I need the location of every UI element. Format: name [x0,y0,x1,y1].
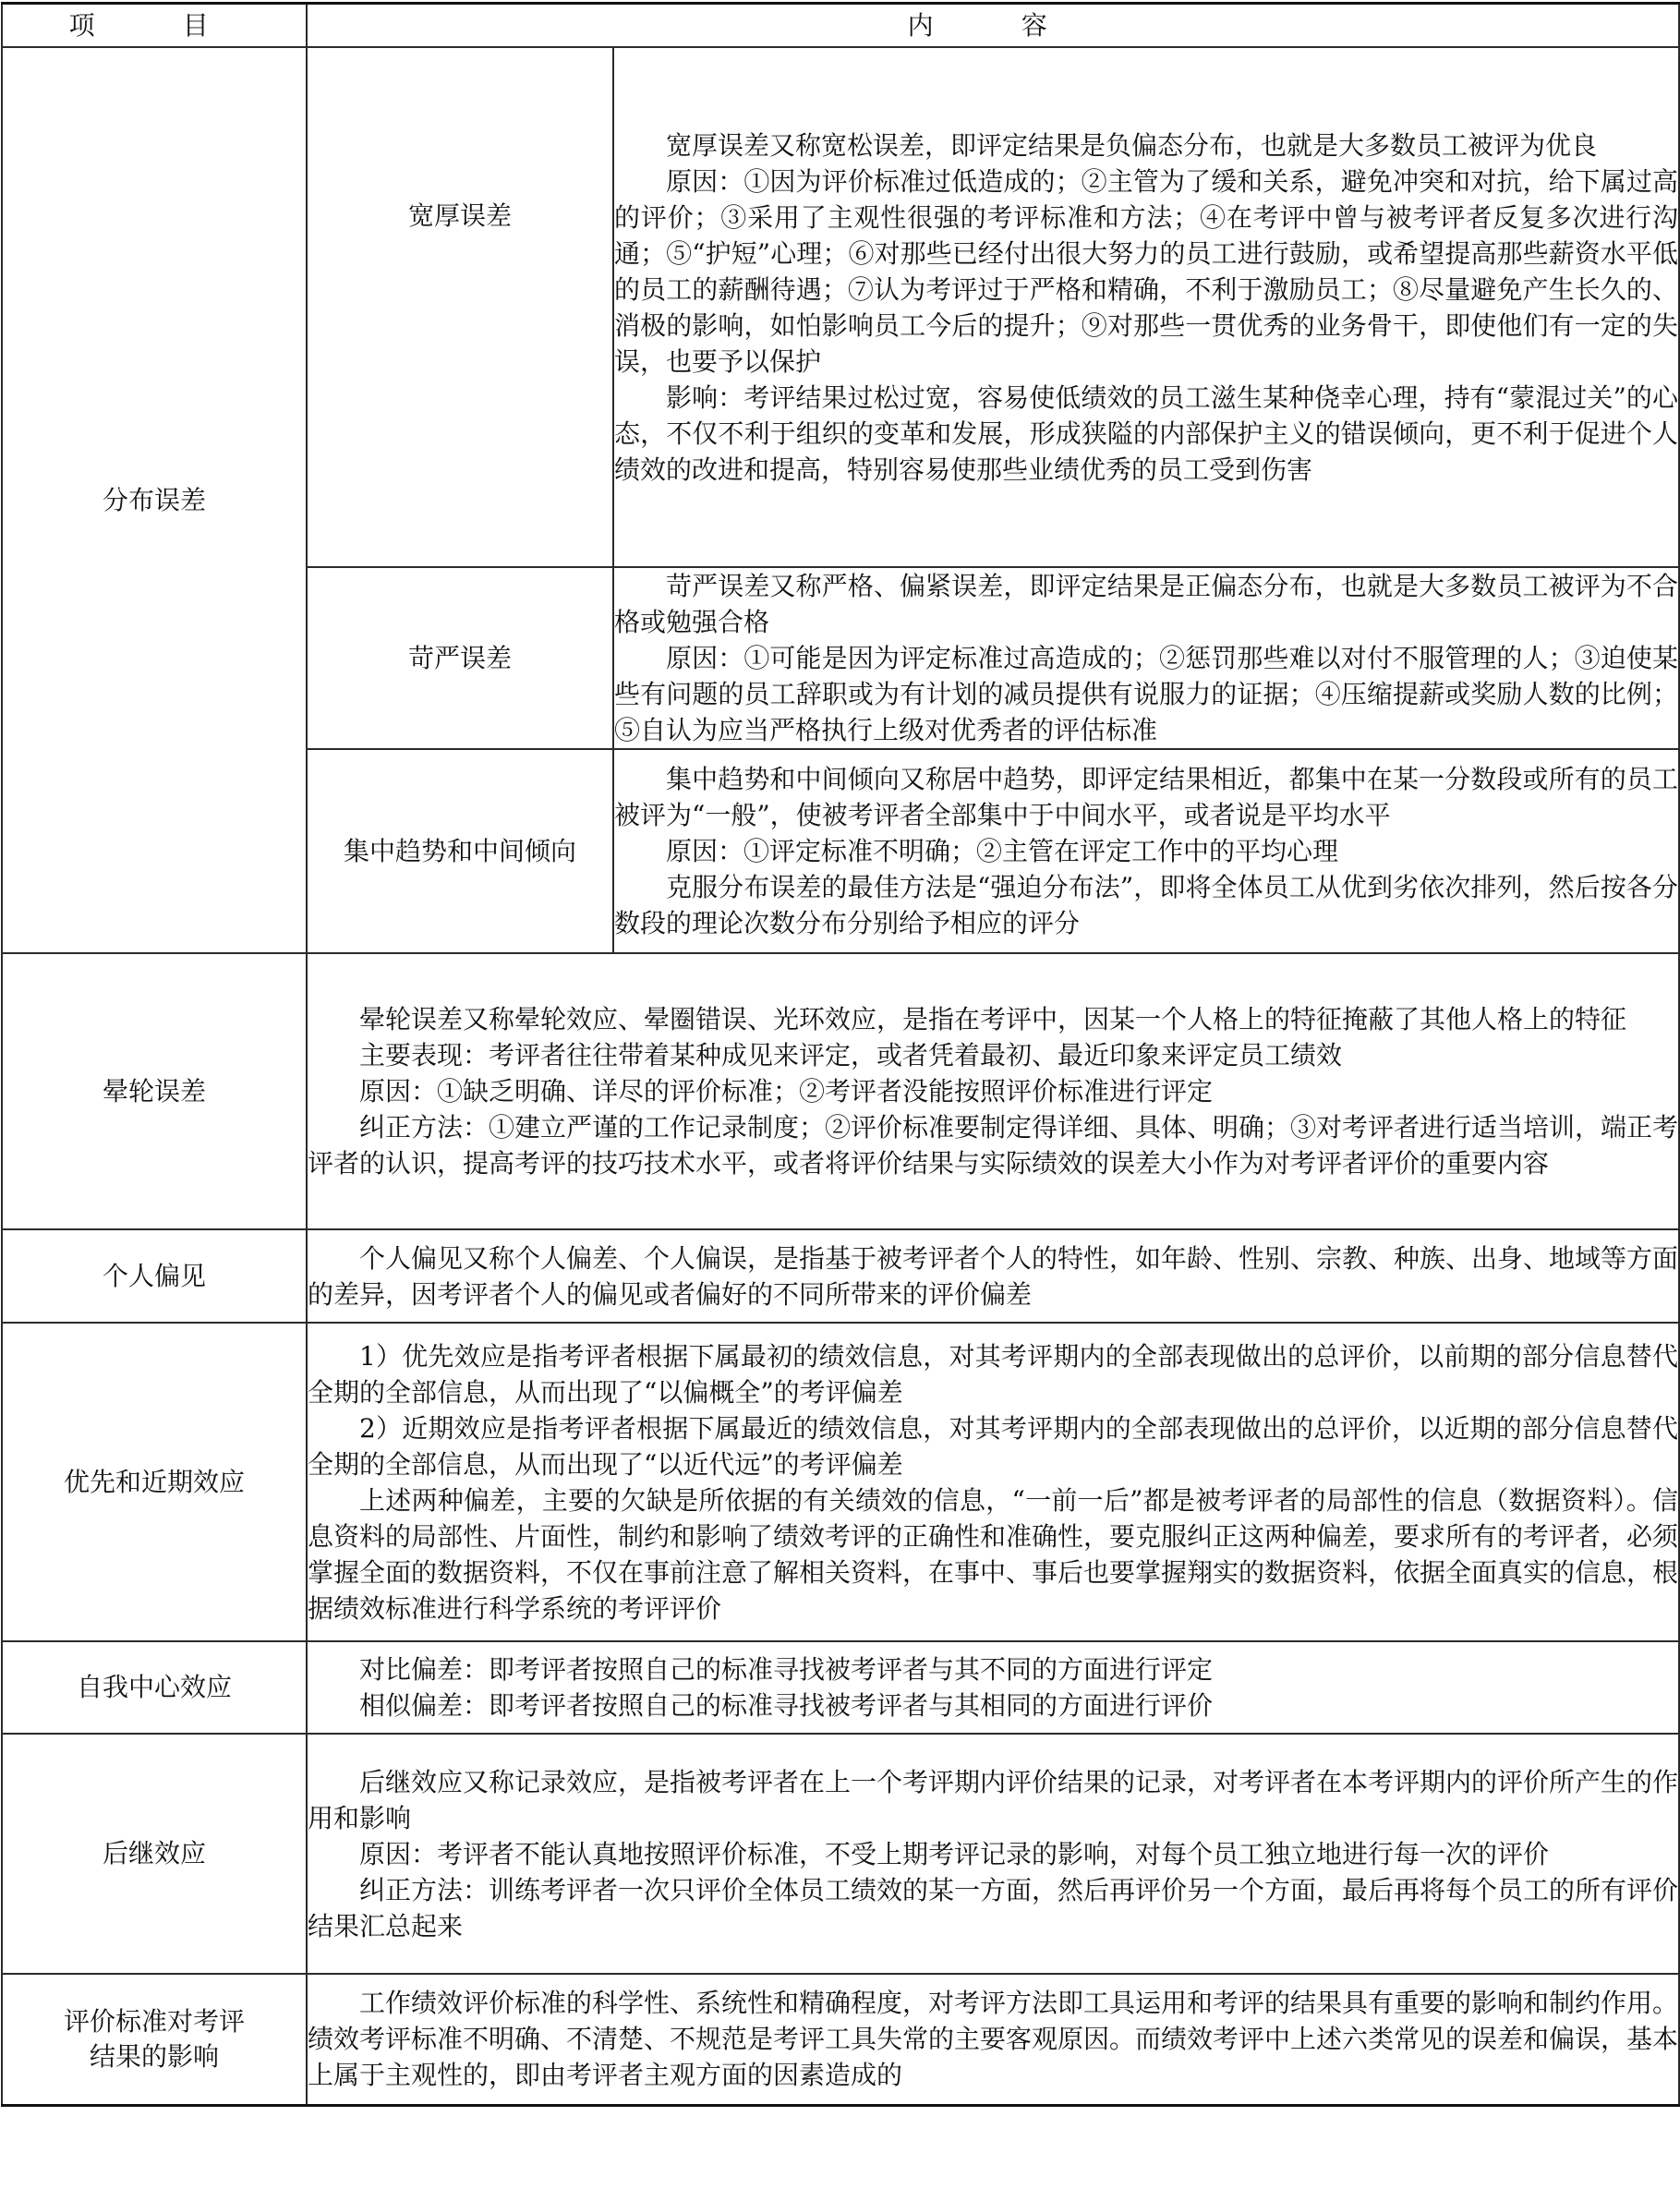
egocentric-effect-cell [2,1641,307,1734]
paragraph: 纠正方法：训练考评者一次只评价全体员工绩效的某一方面，然后再评价另一个方面，最后再将每个员工的所有评价结果汇总起来 [308,1874,1679,1941]
successive-effect-content [307,1734,1679,1974]
standards-impact-label-line1: 评价标准对考评 [63,2005,245,2037]
table-row-halo [2,953,1679,1229]
table-row-primacy [2,1323,1679,1641]
central-tendency-content [613,749,1679,953]
harsh-error-cell [307,567,613,749]
lenient-error-cell [307,47,613,567]
paragraph: 相似偏差：即考评者按照自己的标准寻找被考评者与其相同的方面进行评价 [359,1690,1214,1721]
table-row-egocentric [2,1641,1679,1734]
primacy-recency-cell [2,1323,307,1641]
paragraph: 原因：①缺乏明确、详尽的评价标准；②考评者没能按照评价标准进行评定 [359,1076,1214,1107]
lenient-error-content [613,47,1679,567]
paragraph: 个人偏见又称个人偏差、个人偏误，是指基于被考评者个人的特性，如年龄、性别、宗教、种族、出身、地域等方面的差异，因考评者个人的偏见或者偏好的不同所带来的评价偏差 [308,1242,1679,1310]
paragraph: 晕轮误差又称晕轮效应、晕圈错误、光环效应，是指在考评中，因某一个人格上的特征掩蔽了其他人格上的特征 [359,1004,1627,1034]
successive-effect-cell [2,1734,307,1974]
paragraph: 1）优先效应是指考评者根据下属最初的绩效信息，对其考评期内的全部表现做出的总评价，以前期的部分信息替代全期的全部信息，从而出现了“以偏概全”的考评偏差 [308,1340,1678,1408]
table-row-successive [2,1734,1679,1974]
header-content-cell [307,4,1679,48]
paragraph: 原因：①可能是因为评定标准过高造成的；②惩罚那些难以对付不服管理的人；③迫使某些有问题的员工辞职或为有计划的减员提供有说服力的证据；④压缩提薪或奖励人数的比例；⑤自认为应当严格执行上级对优秀者的评估标准 [614,643,1678,745]
paragraph: 2）近期效应是指考评者根据下属最近的绩效信息，对其考评期内的全部表现做出的总评价，以近期的部分信息替代全期的全部信息，从而出现了“以近代远”的考评偏差 [308,1412,1678,1480]
standards-impact-label-line2: 结果的影响 [89,2040,219,2072]
successive-effect-label: 后继效应 [102,1838,206,1869]
personal-bias-cell [2,1229,307,1323]
table-row-bias [2,1229,1679,1323]
harsh-error-label: 苛严误差 [407,642,512,673]
halo-error-label: 晕轮误差 [102,1075,206,1107]
paragraph: 克服分布误差的最佳方法是“强迫分布法”，即将全体员工从优到劣依次排列，然后按各分数段的理论次数分布分别给予相应的评分 [614,872,1678,938]
paragraph: 主要表现：考评者往往带着某种成见来评定，或者凭着最初、最近印象来评定员工绩效 [359,1040,1343,1070]
halo-error-content [307,953,1679,1229]
paragraph: 工作绩效评价标准的科学性、系统性和精确程度，对考评方法即工具运用和考评的结果具有重要的影响和制约作用。绩效考评标准不明确、不清楚、不规范是考评工具失常的主要客观原因。而绩效考评中上述六类常见的误差和偏误，基本上属于主观性的，即由考评者主观方面的因素造成的 [308,1988,1679,2091]
paragraph: 上述两种偏差，主要的欠缺是所依据的有关绩效的信息，“一前一后”都是被考评者的局部性的信息（数据资料）。信息资料的局部性、片面性，制约和影响了绩效考评的正确性和准确性，要克服纠正这两种偏差，要求所有的考评者，必须掌握全面的数据资料，不仅在事前注意了解相关资料，在事中、事后也要掌握翔实的数据资料，依据全面真实的信息，根据绩效标准进行科学系统的考评评价 [308,1484,1679,1624]
distribution-error-cell [2,47,307,953]
header-item-cell [2,4,307,48]
paragraph: 苛严误差又称严格、偏紧误差，即评定结果是正偏态分布，也就是大多数员工被评为不合格或勉强合格 [614,571,1678,637]
paragraph: 原因：考评者不能认真地按照评价标准，不受上期考评记录的影响，对每个员工独立地进行每一次的评价 [359,1838,1550,1869]
appraisal-error-table [1,2,1680,2107]
central-tendency-cell [307,749,613,953]
table-row-standards [2,1974,1679,2105]
personal-bias-label: 个人偏见 [102,1260,206,1291]
lenient-error-label: 宽厚误差 [407,200,512,231]
primacy-recency-label: 优先和近期效应 [63,1466,245,1497]
paragraph: 纠正方法：①建立严谨的工作记录制度；②评价标准要制定得详细、具体、明确；③对考评者进行适当培训，端正考评者的认识，提高考评的技巧技术水平，或者将评价结果与实际绩效的误差大小作为对考评者评价的重要内容 [308,1112,1679,1179]
paragraph: 对比偏差：即考评者按照自己的标准寻找被考评者与其不同的方面进行评定 [359,1654,1214,1685]
standards-impact-cell [2,1974,307,2105]
paragraph: 宽厚误差又称宽松误差，即评定结果是负偏态分布，也就是大多数员工被评为优良 [666,129,1598,161]
egocentric-effect-content [307,1641,1679,1734]
header-item-label: 项 目 [68,9,240,41]
paragraph: 集中趋势和中间倾向又称居中趋势，即评定结果相近，都集中在某一分数段或所有的员工被评为“一般”，使被考评者全部集中于中间水平，或者说是平均水平 [614,764,1678,830]
distribution-error-label: 分布误差 [102,484,206,515]
harsh-error-content [613,567,1679,749]
personal-bias-content [307,1229,1679,1323]
paragraph: 原因：①评定标准不明确；②主管在评定工作中的平均心理 [666,836,1339,866]
paragraph: 原因：①因为评价标准过低造成的；②主管为了缓和关系，避免冲突和对抗，给下属过高的评价；③采用了主观性很强的考评标准和方法；④在考评中曾与被考评者反复多次进行沟通；⑤“护短”心理；⑥对那些已经付出很大努力的员工进行鼓励，或希望提高那些薪资水平低的员工的薪酬待遇；⑦认为考评过于严格和精确，不利于激励员工；⑧尽量避免产生长久的、消极的影响，如怕影响员工今后的提升；⑨对那些一贯优秀的业务骨干，即使他们有一定的失误，也要予以保护 [614,165,1678,377]
header-content-label: 内 容 [907,9,1079,41]
paragraph: 后继效应又称记录效应，是指被考评者在上一个考评期内评价结果的记录，对考评者在本考评期内的评价所产生的作用和影响 [308,1766,1679,1833]
primacy-recency-content [307,1323,1679,1641]
standards-impact-content [307,1974,1679,2105]
table-header-row [2,4,1679,48]
table-row-lenient [2,47,1679,567]
halo-error-cell [2,953,307,1229]
central-tendency-label: 集中趋势和中间倾向 [343,835,576,866]
paragraph: 影响：考评结果过松过宽，容易使低绩效的员工滋生某种侥幸心理，持有“蒙混过关”的心态，不仅不利于组织的变革和发展，形成狭隘的内部保护主义的错误倾向，更不利于促进个人绩效的改进和提高，特别容易使那些业绩优秀的员工受到伤害 [614,381,1678,485]
egocentric-effect-label: 自我中心效应 [76,1672,232,1702]
